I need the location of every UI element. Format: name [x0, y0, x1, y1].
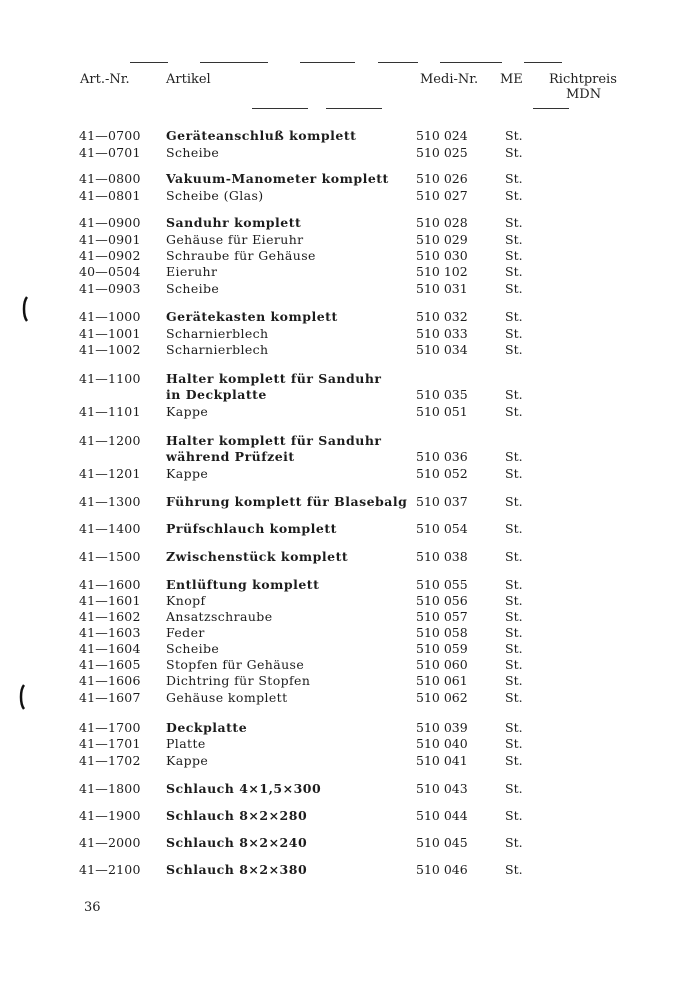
medi-nr: 510 054 — [416, 521, 468, 536]
article-name: Entlüftung komplett — [166, 577, 320, 592]
table-row — [0, 521, 691, 536]
table-row — [0, 281, 691, 296]
table-row — [0, 720, 691, 735]
medi-nr: 510 044 — [416, 808, 468, 823]
unit: St. — [505, 781, 523, 796]
article-name: Schraube für Gehäuse — [166, 248, 316, 263]
article-name: Dichtring für Stopfen — [166, 673, 311, 688]
article-name: Scheibe (Glas) — [166, 188, 264, 203]
table-row — [0, 657, 691, 672]
art-nr: 41—0801 — [79, 188, 141, 203]
medi-nr: 510 036 — [416, 449, 468, 464]
table-row — [0, 371, 691, 386]
article-name: Eieruhr — [166, 264, 218, 279]
article-name: Scheibe — [166, 641, 220, 656]
article-name: Scharnierblech — [166, 326, 269, 341]
table-row — [0, 326, 691, 341]
table-row — [0, 449, 691, 464]
column-header-mdn: MDN — [566, 87, 602, 102]
table-row — [0, 342, 691, 357]
article-name: Kappe — [166, 753, 209, 768]
table-row — [0, 494, 691, 509]
art-nr: 41—0901 — [79, 232, 141, 247]
unit: St. — [505, 248, 523, 263]
medi-nr: 510 060 — [416, 657, 468, 672]
unit: St. — [505, 494, 523, 509]
medi-nr: 510 027 — [416, 188, 468, 203]
medi-nr: 510 025 — [416, 145, 468, 160]
medi-nr: 510 046 — [416, 862, 468, 877]
table-row — [0, 264, 691, 279]
table-row — [0, 736, 691, 751]
art-nr: 41—0700 — [79, 128, 141, 143]
unit: St. — [505, 835, 523, 850]
article-name: Schlauch 8×2×240 — [166, 835, 308, 850]
medi-nr: 510 032 — [416, 309, 468, 324]
article-name: Scheibe — [166, 281, 220, 296]
medi-nr: 510 028 — [416, 215, 468, 230]
table-row — [0, 781, 691, 796]
table-row — [0, 609, 691, 624]
art-nr: 41—1701 — [79, 736, 141, 751]
unit: St. — [505, 188, 523, 203]
article-name: Feder — [166, 625, 205, 640]
art-nr: 41—1800 — [79, 781, 141, 796]
unit: St. — [505, 609, 523, 624]
table-row — [0, 188, 691, 203]
medi-nr: 510 055 — [416, 577, 468, 592]
art-nr: 41—0701 — [79, 145, 141, 160]
medi-nr: 510 056 — [416, 593, 468, 608]
medi-nr: 510 033 — [416, 326, 468, 341]
article-name: Zwischenstück komplett — [166, 549, 349, 564]
medi-nr: 510 058 — [416, 625, 468, 640]
art-nr: 41—1605 — [79, 657, 141, 672]
table-row — [0, 215, 691, 230]
unit: St. — [505, 215, 523, 230]
art-nr: 41—1000 — [79, 309, 141, 324]
table-row — [0, 641, 691, 656]
art-nr: 41—1604 — [79, 641, 141, 656]
unit: St. — [505, 404, 523, 419]
medi-nr: 510 057 — [416, 609, 468, 624]
medi-nr: 510 051 — [416, 404, 468, 419]
column-header-me: ME — [500, 72, 523, 87]
article-name: Schlauch 8×2×380 — [166, 862, 308, 877]
art-nr: 41—1500 — [79, 549, 141, 564]
unit: St. — [505, 690, 523, 705]
column-header-artikel: Artikel — [166, 72, 211, 87]
medi-nr: 510 031 — [416, 281, 468, 296]
unit: St. — [505, 720, 523, 735]
article-name: Ansatzschraube — [166, 609, 273, 624]
column-header-medi-nr: Medi-Nr. — [420, 72, 479, 87]
table-row — [0, 128, 691, 143]
article-name: Deckplatte — [166, 720, 248, 735]
table-row — [0, 248, 691, 263]
unit: St. — [505, 281, 523, 296]
table-row — [0, 466, 691, 481]
column-header-richtpreis: Richtpreis — [549, 72, 617, 87]
art-nr: 41—1603 — [79, 625, 141, 640]
article-name: während Prüfzeit — [166, 449, 295, 464]
medi-nr: 510 043 — [416, 781, 468, 796]
table-row — [0, 673, 691, 688]
art-nr: 41—1607 — [79, 690, 141, 705]
medi-nr: 510 037 — [416, 494, 468, 509]
binding-mark-icon — [19, 684, 25, 710]
art-nr: 41—1400 — [79, 521, 141, 536]
medi-nr: 510 062 — [416, 690, 468, 705]
unit: St. — [505, 232, 523, 247]
art-nr: 41—1002 — [79, 342, 141, 357]
article-name: Führung komplett für Blasebalg — [166, 494, 408, 509]
article-name: Halter komplett für Sanduhr — [166, 371, 382, 386]
medi-nr: 510 039 — [416, 720, 468, 735]
table-row — [0, 577, 691, 592]
medi-nr: 510 035 — [416, 387, 468, 402]
article-name: Sanduhr komplett — [166, 215, 302, 230]
medi-nr: 510 030 — [416, 248, 468, 263]
table-row — [0, 753, 691, 768]
table-row — [0, 625, 691, 640]
article-name: Prüfschlauch komplett — [166, 521, 337, 536]
art-nr: 41—1601 — [79, 593, 141, 608]
medi-nr: 510 029 — [416, 232, 468, 247]
unit: St. — [505, 171, 523, 186]
article-name: Scheibe — [166, 145, 220, 160]
unit: St. — [505, 753, 523, 768]
art-nr: 41—1600 — [79, 577, 141, 592]
article-name: Gehäuse für Eieruhr — [166, 232, 304, 247]
art-nr: 41—1100 — [79, 371, 141, 386]
table-row — [0, 171, 691, 186]
unit: St. — [505, 128, 523, 143]
medi-nr: 510 052 — [416, 466, 468, 481]
article-name: Halter komplett für Sanduhr — [166, 433, 382, 448]
table-row — [0, 145, 691, 160]
unit: St. — [505, 808, 523, 823]
article-name: Stopfen für Gehäuse — [166, 657, 305, 672]
medi-nr: 510 038 — [416, 549, 468, 564]
unit: St. — [505, 862, 523, 877]
article-name: Geräteanschluß komplett — [166, 128, 357, 143]
unit: St. — [505, 466, 523, 481]
table-row — [0, 387, 691, 402]
art-nr: 40—0504 — [79, 264, 141, 279]
art-nr: 41—1200 — [79, 433, 141, 448]
table-row — [0, 862, 691, 877]
table-row — [0, 549, 691, 564]
article-name: Gerätekasten komplett — [166, 309, 338, 324]
article-name: Vakuum-Manometer komplett — [166, 171, 389, 186]
article-name: Kappe — [166, 404, 209, 419]
binding-mark-icon — [22, 296, 28, 322]
column-header-art-nr: Art.-Nr. — [80, 72, 130, 87]
art-nr: 41—1001 — [79, 326, 141, 341]
art-nr: 41—1606 — [79, 673, 141, 688]
medi-nr: 510 040 — [416, 736, 468, 751]
unit: St. — [505, 387, 523, 402]
medi-nr: 510 102 — [416, 264, 468, 279]
medi-nr: 510 026 — [416, 171, 468, 186]
unit: St. — [505, 593, 523, 608]
table-row — [0, 835, 691, 850]
art-nr: 41—0903 — [79, 281, 141, 296]
art-nr: 41—0902 — [79, 248, 141, 263]
article-name: Platte — [166, 736, 206, 751]
unit: St. — [505, 342, 523, 357]
article-name: Schlauch 4×1,5×300 — [166, 781, 322, 796]
page-number: 36 — [84, 900, 101, 915]
art-nr: 41—1201 — [79, 466, 141, 481]
table-row — [0, 433, 691, 448]
unit: St. — [505, 309, 523, 324]
unit: St. — [505, 657, 523, 672]
art-nr: 41—1700 — [79, 720, 141, 735]
medi-nr: 510 061 — [416, 673, 468, 688]
medi-nr: 510 034 — [416, 342, 468, 357]
art-nr: 41—2000 — [79, 835, 141, 850]
article-name: Kappe — [166, 466, 209, 481]
art-nr: 41—2100 — [79, 862, 141, 877]
table-row — [0, 593, 691, 608]
medi-nr: 510 045 — [416, 835, 468, 850]
unit: St. — [505, 549, 523, 564]
table-row — [0, 232, 691, 247]
unit: St. — [505, 326, 523, 341]
medi-nr: 510 024 — [416, 128, 468, 143]
art-nr: 41—1101 — [79, 404, 141, 419]
unit: St. — [505, 641, 523, 656]
table-row — [0, 309, 691, 324]
art-nr: 41—0800 — [79, 171, 141, 186]
article-name: Knopf — [166, 593, 206, 608]
article-name: in Deckplatte — [166, 387, 267, 402]
medi-nr: 510 041 — [416, 753, 468, 768]
unit: St. — [505, 625, 523, 640]
article-name: Scharnierblech — [166, 342, 269, 357]
art-nr: 41—1300 — [79, 494, 141, 509]
unit: St. — [505, 521, 523, 536]
unit: St. — [505, 736, 523, 751]
unit: St. — [505, 264, 523, 279]
article-name: Gehäuse komplett — [166, 690, 288, 705]
art-nr: 41—0900 — [79, 215, 141, 230]
art-nr: 41—1602 — [79, 609, 141, 624]
art-nr: 41—1702 — [79, 753, 141, 768]
unit: St. — [505, 577, 523, 592]
table-row — [0, 690, 691, 705]
art-nr: 41—1900 — [79, 808, 141, 823]
table-row — [0, 808, 691, 823]
table-row — [0, 404, 691, 419]
unit: St. — [505, 449, 523, 464]
medi-nr: 510 059 — [416, 641, 468, 656]
unit: St. — [505, 673, 523, 688]
article-name: Schlauch 8×2×280 — [166, 808, 308, 823]
unit: St. — [505, 145, 523, 160]
